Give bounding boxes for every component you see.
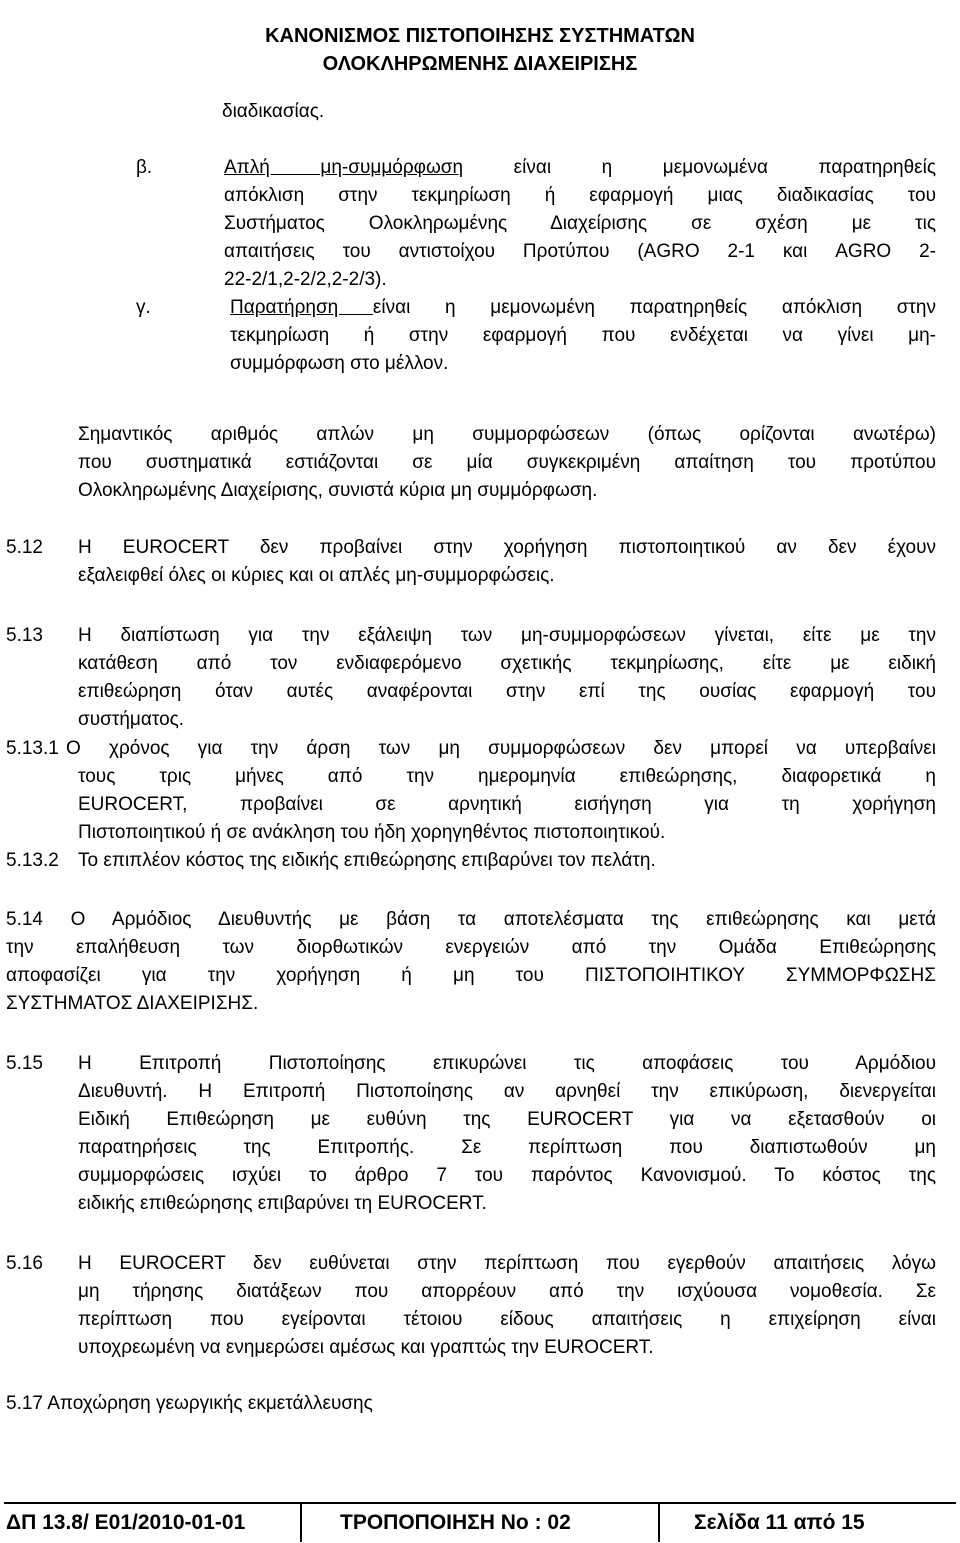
- section-5-15-number: 5.15: [6, 1053, 43, 1074]
- section-5-13-number: 5.13: [6, 625, 43, 646]
- item-b-line3: Συστήματος Ολοκληρωμένης Διαχείρισης σε σχέση με τις: [224, 213, 936, 234]
- item-b-line4: απαιτήσεις του αντιστοίχου Προτύπου (AGRO 2-1 και AGRO 2-: [224, 241, 936, 262]
- section-5-15-line4: παρατηρήσεις της Επιτροπής. Σε περίπτωση που διαπιστωθούν μη: [78, 1137, 936, 1158]
- section-5-12-line2: εξαλειφθεί όλες οι κύριες και οι απλές μη-συμμορφώσεις.: [78, 565, 555, 586]
- section-5-15-line1: Η Επιτροπή Πιστοποίησης επικυρώνει τις αποφάσεις του Αρμόδιου: [78, 1053, 936, 1074]
- section-5-15-line5: συμμορφώσεις ισχύει το άρθρο 7 του παρόντος Κανονισμού. Το κόστος της: [78, 1165, 936, 1186]
- section-5-16-line3: περίπτωση που εγείρονται τέτοιου είδους απαιτήσεις η επιχείρηση είναι: [78, 1309, 936, 1330]
- section-5-13-line1: Η διαπίστωση για την εξάλειψη των μη-συμμορφώσεων γίνεται, είτε με την: [78, 625, 936, 646]
- footer-page-number: Σελίδα 11 από 15: [694, 1511, 865, 1534]
- item-c-line2: τεκμηρίωση ή στην εφαρμογή που ενδέχεται να γίνει μη-: [230, 325, 936, 346]
- note-line3: Ολοκληρωμένης Διαχείρισης, συνιστά κύρια μη συμμόρφωση.: [78, 480, 598, 501]
- item-c-line3: συμμόρφωση στο μέλλον.: [230, 353, 449, 374]
- section-5-12-line1: Η EUROCERT δεν προβαίνει στην χορήγηση πιστοποιητικού αν δεν έχουν: [78, 537, 936, 558]
- section-5-13-1-line4: Πιστοποιητικού ή σε ανάκληση του ήδη χορηγηθέντος πιστοποιητικού.: [78, 822, 666, 843]
- section-5-13-1-line2: τους τρις μήνες από την ημερομηνία επιθεώρησης, διαφορετικά η: [78, 766, 936, 787]
- section-5-13-line4: συστήματος.: [78, 709, 185, 730]
- header-title-line2: ΟΛΟΚΛΗΡΩΜΕΝΗΣ ΔΙΑΧΕΙΡΙΣΗΣ: [322, 53, 638, 75]
- section-5-15-line3: Ειδική Επιθεώρηση με ευθύνη της EUROCERT για να εξετασθούν οι: [78, 1109, 936, 1130]
- item-b-term: Απλή μη-συμμόρφωση: [224, 157, 464, 178]
- item-b-line1: Απλή μη-συμμόρφωση είναι η μεμονωμένα παρατηρηθείς: [224, 157, 936, 178]
- section-5-13-1-number: 5.13.1: [6, 738, 59, 759]
- section-5-13-2-number: 5.13.2: [6, 850, 59, 871]
- item-c-marker: γ.: [136, 297, 151, 318]
- section-5-14-line4: ΣΥΣΤΗΜΑΤΟΣ ΔΙΑΧΕΙΡΙΣΗΣ.: [6, 993, 259, 1014]
- section-5-13-2-line1: Το επιπλέον κόστος της ειδικής επιθεώρησης επιβαρύνει τον πελάτη.: [78, 850, 656, 871]
- section-5-16-line2: μη τήρησης διατάξεων που απορρέουν από την ισχύουσα νομοθεσία. Σε: [78, 1281, 936, 1302]
- section-5-12-number: 5.12: [6, 537, 43, 558]
- section-5-13-line3: επιθεώρηση όταν αυτές αναφέρονται στην επί της ουσίας εφαρμογή του: [78, 681, 936, 702]
- note-line2: που συστηματικά εστιάζονται σε μία συγκεκριμένη απαίτηση του προτύπου: [78, 452, 936, 473]
- item-b-line5: 22-2/1,2-2/2,2-2/3).: [224, 269, 387, 290]
- section-5-13-1-line1: Ο χρόνος για την άρση των μη συμμορφώσεων δεν μπορεί να υπερβαίνει: [66, 738, 936, 759]
- section-5-17-heading: 5.17 Αποχώρηση γεωργικής εκμετάλλευσης: [6, 1393, 373, 1414]
- section-5-13-1-line3: EUROCERT, προβαίνει σε αρνητική εισήγηση για τη χορήγηση: [78, 794, 936, 815]
- footer-revision: ΤΡΟΠΟΠΟΙΗΣΗ Νο : 02: [340, 1511, 571, 1534]
- footer-divider: [658, 1504, 660, 1542]
- section-5-15-line2: Διευθυντή. Η Επιτροπή Πιστοποίησης αν αρνηθεί την επικύρωση, διενεργείται: [78, 1081, 936, 1102]
- item-c-term: Παρατήρηση: [230, 297, 373, 318]
- footer-doc-code: ΔΠ 13.8/ Ε01/2010-01-01: [6, 1511, 246, 1534]
- footer-divider: [300, 1504, 302, 1542]
- item-b-marker: β.: [136, 157, 153, 178]
- document-header: [0, 22, 960, 78]
- section-5-14-line1: 5.14 Ο Αρμόδιος Διευθυντής με βάση τα αποτελέσματα της επιθεώρησης και μετά: [6, 909, 936, 930]
- section-5-16-line1: Η EUROCERT δεν ευθύνεται στην περίπτωση που εγερθούν απαιτήσεις λόγω: [78, 1253, 936, 1274]
- page-footer: [0, 1504, 960, 1542]
- section-5-15-line6: ειδικής επιθεώρησης επιβαρύνει τη EUROCERT.: [78, 1193, 487, 1214]
- note-line1: Σημαντικός αριθμός απλών μη συμμορφώσεων (όπως ορίζονται ανωτέρω): [78, 424, 936, 445]
- section-5-16-number: 5.16: [6, 1253, 43, 1274]
- section-5-14-line2: την επαλήθευση των διορθωτικών ενεργειών από την Ομάδα Επιθεώρησης: [6, 937, 936, 958]
- section-5-13-line2: κατάθεση από τον ενδιαφερόμενο σχετικής τεκμηρίωσης, είτε με ειδική: [78, 653, 936, 674]
- section-5-14-line3: αποφασίζει για την χορήγηση ή μη του ΠΙΣΤΟΠΟΙΗΤΙΚΟΥ ΣΥΜΜΟΡΦΩΣΗΣ: [6, 965, 936, 986]
- continuation-text: διαδικασίας.: [222, 101, 325, 122]
- item-c-line1: Παρατήρηση είναι η μεμονωμένη παρατηρηθείς απόκλιση στην: [230, 297, 936, 318]
- section-5-16-line4: υποχρεωμένη να ενημερώσει αμέσως και γραπτώς την EUROCERT.: [78, 1337, 654, 1358]
- header-title-line1: ΚΑΝΟΝΙΣΜΟΣ ΠΙΣΤΟΠΟΙΗΣΗΣ ΣΥΣΤΗΜΑΤΩΝ: [265, 25, 695, 47]
- item-b-line2: απόκλιση στην τεκμηρίωση ή εφαρμογή μιας διαδικασίας του: [224, 185, 936, 206]
